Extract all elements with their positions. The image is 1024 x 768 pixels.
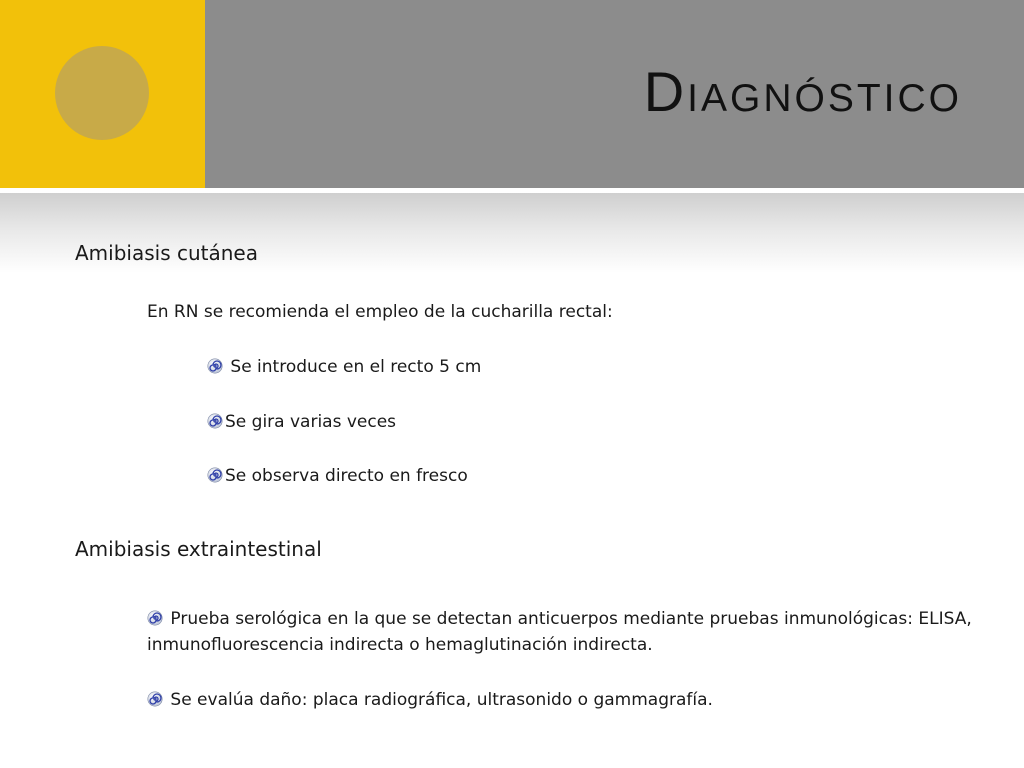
list-item bbox=[147, 689, 713, 711]
swirl-bullet-icon bbox=[207, 413, 223, 429]
section-heading-extraintestinal: Amibiasis extraintestinal bbox=[75, 537, 322, 561]
list-item bbox=[207, 356, 481, 378]
decorative-circle bbox=[55, 46, 149, 140]
slide-title: Diagnóstico bbox=[643, 60, 962, 123]
list-item-text: Se evalúa daño: placa radiográfica, ultrasonido o gammagrafía. bbox=[165, 690, 713, 710]
list-item bbox=[207, 465, 468, 487]
section-intro: En RN se recomienda el empleo de la cucharilla rectal: bbox=[147, 302, 613, 322]
list-item-text: Se observa directo en fresco bbox=[225, 466, 468, 486]
swirl-bullet-icon bbox=[207, 467, 223, 483]
list-item bbox=[147, 606, 987, 658]
list-item bbox=[207, 411, 396, 433]
list-item-text: Prueba serológica en la que se detectan anticuerpos mediante pruebas inmunológicas: ELISA, inmunofluorescencia indirecta o hemaglutinación indirecta. bbox=[147, 609, 972, 655]
swirl-bullet-icon bbox=[147, 691, 163, 707]
swirl-bullet-icon bbox=[207, 358, 223, 374]
list-item-text: Se gira varias veces bbox=[225, 412, 397, 432]
swirl-bullet-icon bbox=[147, 610, 163, 626]
section-heading-cutanea: Amibiasis cutánea bbox=[75, 241, 258, 265]
list-item-text: Se introduce en el recto 5 cm bbox=[225, 357, 482, 377]
